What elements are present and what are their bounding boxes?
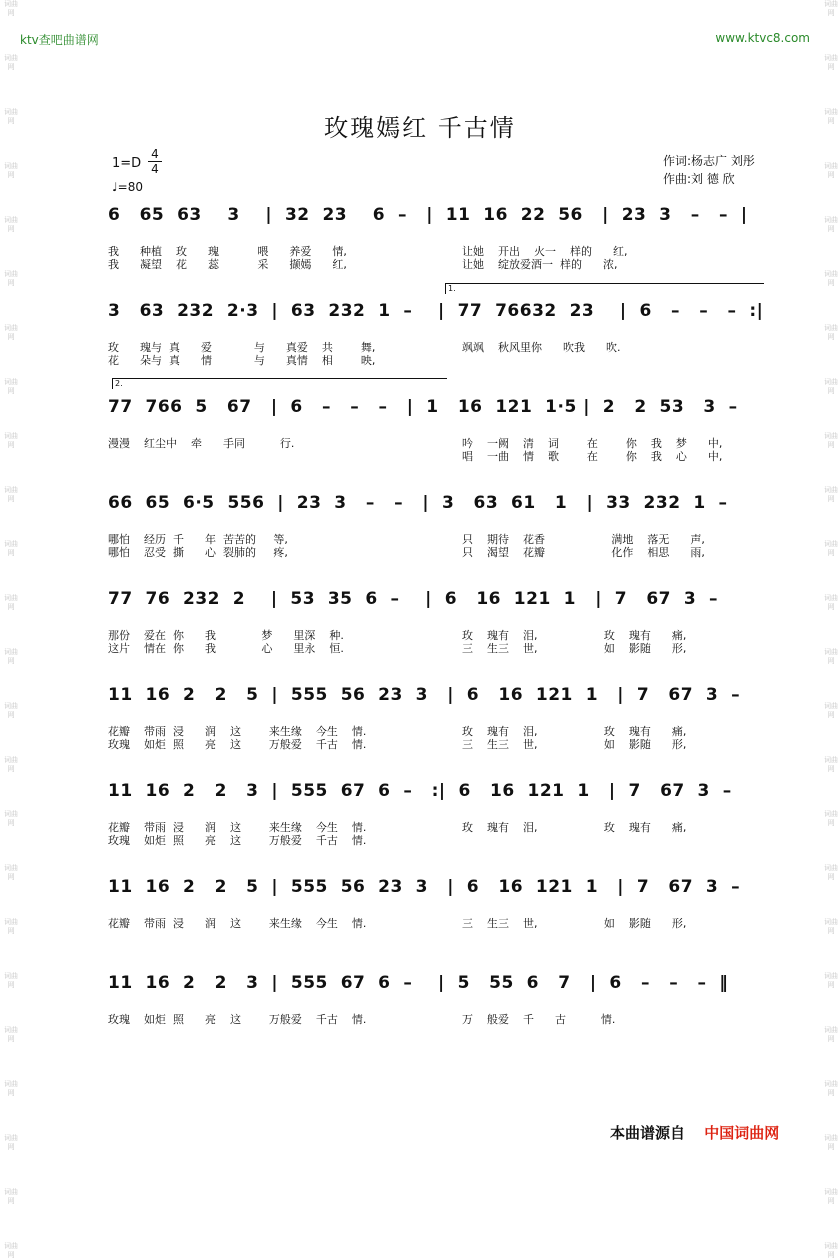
side-watermark-text: 词曲网 <box>4 540 18 557</box>
side-watermark-text: 词曲网 <box>824 486 838 503</box>
side-watermark-text: 词曲网 <box>824 432 838 449</box>
notation-row: 66 65 6·5 556 | 23 3 – – | 3 63 61 1 | 33 232 1 – <box>108 493 728 513</box>
lyricist-credit: 作词:杨志广 刘彤 <box>663 154 755 168</box>
lyric-line-left: 那份 爱在 你 我 梦 里深 种. <box>108 629 344 642</box>
side-watermark-text: 词曲网 <box>4 486 18 503</box>
side-watermark-text: 词曲网 <box>4 648 18 665</box>
side-watermark-left <box>4 0 18 1259</box>
notation-row: 11 16 2 2 3 | 555 67 6 – | 5 55 6 7 | 6 – – – ‖ <box>108 973 729 993</box>
side-watermark-text: 词曲网 <box>824 918 838 935</box>
lyric-line-right: 玫 瑰有 泪, 玫 瑰有 痛, <box>462 821 687 834</box>
side-watermark-text: 词曲网 <box>824 324 838 341</box>
site-logo-left[interactable]: ktv查吧曲谱网 <box>20 33 99 47</box>
side-watermark-text: 词曲网 <box>4 918 18 935</box>
lyric-line-left: 哪怕 经历 千 年 苦苦的 等, <box>108 533 288 546</box>
lyric-line-right: 万 般爱 千 古 情. <box>462 1013 616 1026</box>
side-watermark-text: 词曲网 <box>824 1080 838 1097</box>
side-watermark-text: 词曲网 <box>824 1134 838 1151</box>
side-watermark-text: 词曲网 <box>4 270 18 287</box>
side-watermark-text: 词曲网 <box>824 1242 838 1259</box>
side-watermark-text: 词曲网 <box>4 702 18 719</box>
lyric-line-right: 让她 绽放爱酒一 样的 浓, <box>462 258 618 271</box>
side-watermark-text: 词曲网 <box>4 324 18 341</box>
lyric-line-left: 哪怕 忍受 撕 心 裂肺的 疼, <box>108 546 288 559</box>
side-watermark-text: 词曲网 <box>4 1188 18 1205</box>
side-watermark-text: 词曲网 <box>4 432 18 449</box>
source-brand-link[interactable]: 中国词曲网 <box>704 1124 780 1142</box>
side-watermark-right <box>824 0 838 1259</box>
lyric-line-left: 花瓣 带雨 浸 润 这 来生缘 今生 情. <box>108 725 367 738</box>
lyric-line-right: 吟 一阙 清 词 在 你 我 梦 中, <box>462 437 723 450</box>
side-watermark-text: 词曲网 <box>4 810 18 827</box>
second-ending-bracket <box>112 378 447 389</box>
notation-row: 11 16 2 2 5 | 555 56 23 3 | 6 16 121 1 | 7 67 3 – <box>108 685 741 705</box>
side-watermark-text: 词曲网 <box>824 648 838 665</box>
quarter-note-icon: ♩ <box>112 180 118 194</box>
side-watermark-text: 词曲网 <box>824 270 838 287</box>
notation-row: 11 16 2 2 5 | 555 56 23 3 | 6 16 121 1 | 7 67 3 – <box>108 877 741 897</box>
lyric-line-right: 三 生三 世, 如 影随 形, <box>462 917 687 930</box>
site-url-right[interactable]: www.ktvc8.com <box>715 31 810 45</box>
side-watermark-text: 词曲网 <box>824 594 838 611</box>
lyric-line-left: 玫瑰 如炬 照 亮 这 万般爱 千古 情. <box>108 1013 367 1026</box>
lyric-line-right: 三 生三 世, 如 影随 形, <box>462 642 687 655</box>
side-watermark-text: 词曲网 <box>4 1242 18 1259</box>
lyric-line-right: 飒飒 秋风里你 吹我 吹. <box>462 341 621 354</box>
side-watermark-text: 词曲网 <box>824 1188 838 1205</box>
lyric-line-left: 花瓣 带雨 浸 润 这 来生缘 今生 情. <box>108 821 367 834</box>
side-watermark-text: 词曲网 <box>824 54 838 71</box>
lyric-line-right: 让她 开出 火一 样的 红, <box>462 245 628 258</box>
first-ending-label: 1. <box>448 284 456 293</box>
side-watermark-text: 词曲网 <box>4 0 18 17</box>
side-watermark-text: 词曲网 <box>4 594 18 611</box>
tempo-value: =80 <box>117 180 143 194</box>
lyric-line-left: 玫瑰 如炬 照 亮 这 万般爱 千古 情. <box>108 834 367 847</box>
notation-row: 6 65 63 3 | 32 23 6 – | 11 16 22 56 | 23 3 – – | <box>108 205 748 225</box>
notation-row: 3 63 232 2·3 | 63 232 1 – | 77 76632 23 | 6 – – – :| <box>108 301 764 321</box>
lyric-line-right: 玫 瑰有 泪, 玫 瑰有 痛, <box>462 725 687 738</box>
second-ending-label: 2. <box>115 379 123 388</box>
source-attribution <box>610 1122 779 1143</box>
side-watermark-text: 词曲网 <box>824 756 838 773</box>
time-signature-top: 4 <box>151 147 159 161</box>
first-ending-bracket <box>445 283 764 294</box>
lyric-line-left: 这片 情在 你 我 心 里永 恒. <box>108 642 344 655</box>
source-label: 本曲谱源自 <box>610 1124 686 1142</box>
lyric-line-right: 只 渴望 花瓣 化作 相思 雨, <box>462 546 705 559</box>
side-watermark-text: 词曲网 <box>824 864 838 881</box>
lyric-line-left: 玫 瑰与 真 爱 与 真爱 共 舞, <box>108 341 376 354</box>
side-watermark-text: 词曲网 <box>4 108 18 125</box>
side-watermark-text: 词曲网 <box>824 540 838 557</box>
side-watermark-text: 词曲网 <box>4 1134 18 1151</box>
side-watermark-text: 词曲网 <box>4 54 18 71</box>
notation-row: 11 16 2 2 3 | 555 67 6 – :| 6 16 121 1 | 7 67 3 – <box>108 781 732 801</box>
notation-row: 77 766 5 67 | 6 – – – | 1 16 121 1·5 | 2 2 53 3 – <box>108 397 738 417</box>
lyric-line-right: 唱 一曲 情 歌 在 你 我 心 中, <box>462 450 723 463</box>
side-watermark-text: 词曲网 <box>824 0 838 17</box>
side-watermark-text: 词曲网 <box>824 378 838 395</box>
side-watermark-text: 词曲网 <box>4 1026 18 1043</box>
side-watermark-text: 词曲网 <box>4 864 18 881</box>
tempo-marking <box>112 180 143 194</box>
side-watermark-text: 词曲网 <box>824 702 838 719</box>
lyric-line-right: 只 期待 花香 满地 落无 声, <box>462 533 705 546</box>
lyric-line-left: 我 种植 玫 瑰 喂 养爱 情, <box>108 245 347 258</box>
composer-credit: 作曲:刘 德 欣 <box>663 172 735 186</box>
time-signature-bottom: 4 <box>148 161 162 176</box>
notation-row: 77 76 232 2 | 53 35 6 – | 6 16 121 1 | 7 67 3 – <box>108 589 719 609</box>
side-watermark-text: 词曲网 <box>824 216 838 233</box>
side-watermark-text: 词曲网 <box>824 810 838 827</box>
song-title: 玫瑰嫣红 千古情 <box>324 114 516 142</box>
lyric-line-left: 玫瑰 如炬 照 亮 这 万般爱 千古 情. <box>108 738 367 751</box>
key-signature: 1=D <box>112 156 142 171</box>
side-watermark-text: 词曲网 <box>824 972 838 989</box>
lyric-line-left: 花 朵与 真 情 与 真情 相 映, <box>108 354 376 367</box>
lyric-line-left: 花瓣 带雨 浸 润 这 来生缘 今生 情. <box>108 917 367 930</box>
side-watermark-text: 词曲网 <box>824 1026 838 1043</box>
side-watermark-text: 词曲网 <box>4 162 18 179</box>
side-watermark-text: 词曲网 <box>4 972 18 989</box>
lyric-line-left: 我 凝望 花 蕊 采 撷嫣 红, <box>108 258 347 271</box>
side-watermark-text: 词曲网 <box>824 162 838 179</box>
side-watermark-text: 词曲网 <box>4 1080 18 1097</box>
lyric-line-right: 玫 瑰有 泪, 玫 瑰有 痛, <box>462 629 687 642</box>
side-watermark-text: 词曲网 <box>4 378 18 395</box>
side-watermark-text: 词曲网 <box>4 756 18 773</box>
lyric-line-left: 漫漫 红尘中 牵 手同 行. <box>108 437 295 450</box>
side-watermark-text: 词曲网 <box>824 108 838 125</box>
side-watermark-text: 词曲网 <box>4 216 18 233</box>
time-signature <box>148 147 162 176</box>
lyric-line-right: 三 生三 世, 如 影随 形, <box>462 738 687 751</box>
